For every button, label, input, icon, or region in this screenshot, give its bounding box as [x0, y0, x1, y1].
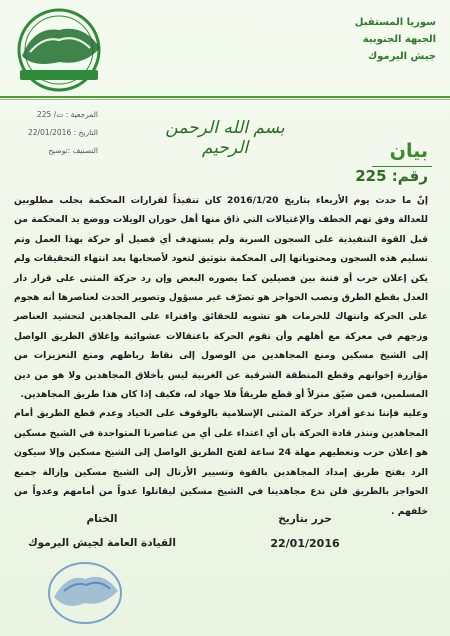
header-line-country: سوريا المستقبل [354, 17, 436, 28]
date-value: 22/01/2016 [270, 537, 340, 550]
logo-graphic [4, 8, 114, 94]
body-paragraph-2: وعليه فإننا ندعو أفراد حركة المثنى الإسلامية بالوقوف على الحياد وعدم قطع الطريق أمام المجاهدين وننذر قادة الحركة بأن أي اعتداء على أي من عناصرنا المتواجدة في الشيخ مسكين هو إعلان حرب ونعطيهم مهلة 24 ساعة لفتح الطريق الواصل إلى الشيخ مسكين وإلا سيكون الرد بفتح طريق إمداد المجاهدين بالقوة وتسيير الأرتال إلى الشيخ مسكين وإزالة جميع الحواجز بالطريق فلن ندع مجاهدينا في الشيخ مسكين ليقاتلوا عدواً من أمامهم وعدواً من خلفهم . [14, 408, 429, 517]
signature-block [22, 513, 182, 549]
official-stamp [40, 555, 130, 630]
basmala-calligraphy: بسم الله الرحمن الرحيم [165, 118, 285, 158]
stamp-graphic [40, 555, 130, 630]
document-meta [8, 106, 98, 160]
date-label: حرر بتاريخ [278, 513, 332, 525]
stamp-value: القيادة العامة لجيش اليرموك [28, 537, 176, 549]
meta-reference: المرجعية : ت/ 225 [37, 110, 98, 119]
meta-date: التاريخ : 22/01/2016 [28, 128, 98, 137]
body-paragraph-1: إنّ ما حدث يوم الأربعاء بتاريخ 2016/1/20 كان تنفيذاً لقرارات المحكمة بجلب مطلوبين للعدالة وفق تهم الخطف والإغتيالات التي ذاق منها أهل حوران الويلات ووضع يد المحكمة من قبل القوة التنفيذية على السجون السرية ولم يستهدف أي فصيل أو حركة بهذا العمل وتم تسليم هذه السجون ومحتوياتها إلى المحكمة بتوثيق لتعود لأصحابها بعد انتهاء التحقيقات ولم يكن إعلان حرب أو فتنة بين فصيلين كما يصوره البعض وإن رد حركة المثنى على قرار دار العدل بقطع الطرق ونصب الحواجز هو تصرّف غير مسؤول وتصوير الحدث لعناصرها أنه هجوم على الحركة وانتهاك للحرمات هو تشويه للحقائق وافتراء على المجاهدين لتحشيد العناصر وزجهم في معركة مع أهلهم وأن تقوم الحركة باعتقالات عشوائية وإغلاق الطريق الواصل إلى الشيخ مسكين ومنع المجاهدين من الوصول إلى نقاط رباطهم ومنع التعزيزات من مؤازرة إخوانهم وقطع المنطقة الشرقية عن الغربية ليس بأخلاق المجاهدين ولا هو من دين المسلمين، فمن ضيّق منزلاً أو قطع طريقاً فلا جهاد له، فكيف إذا كان هذا طريق المجاهدين. [14, 195, 428, 401]
meta-classification: التصنيف :توضيح [48, 146, 98, 155]
stamp-label: الختام [86, 513, 118, 525]
document-title: بيان [389, 140, 428, 162]
header-line-front: الجبهة الجنوبية [362, 34, 436, 45]
header-line-army: جيش اليرموك [367, 51, 436, 62]
statement-number: رقم: 225 [355, 167, 428, 185]
header-address [286, 14, 436, 65]
army-logo [4, 8, 114, 94]
statement-body [14, 191, 428, 521]
header-divider [0, 96, 450, 98]
date-block [250, 513, 360, 550]
header-divider-thin [0, 99, 450, 100]
